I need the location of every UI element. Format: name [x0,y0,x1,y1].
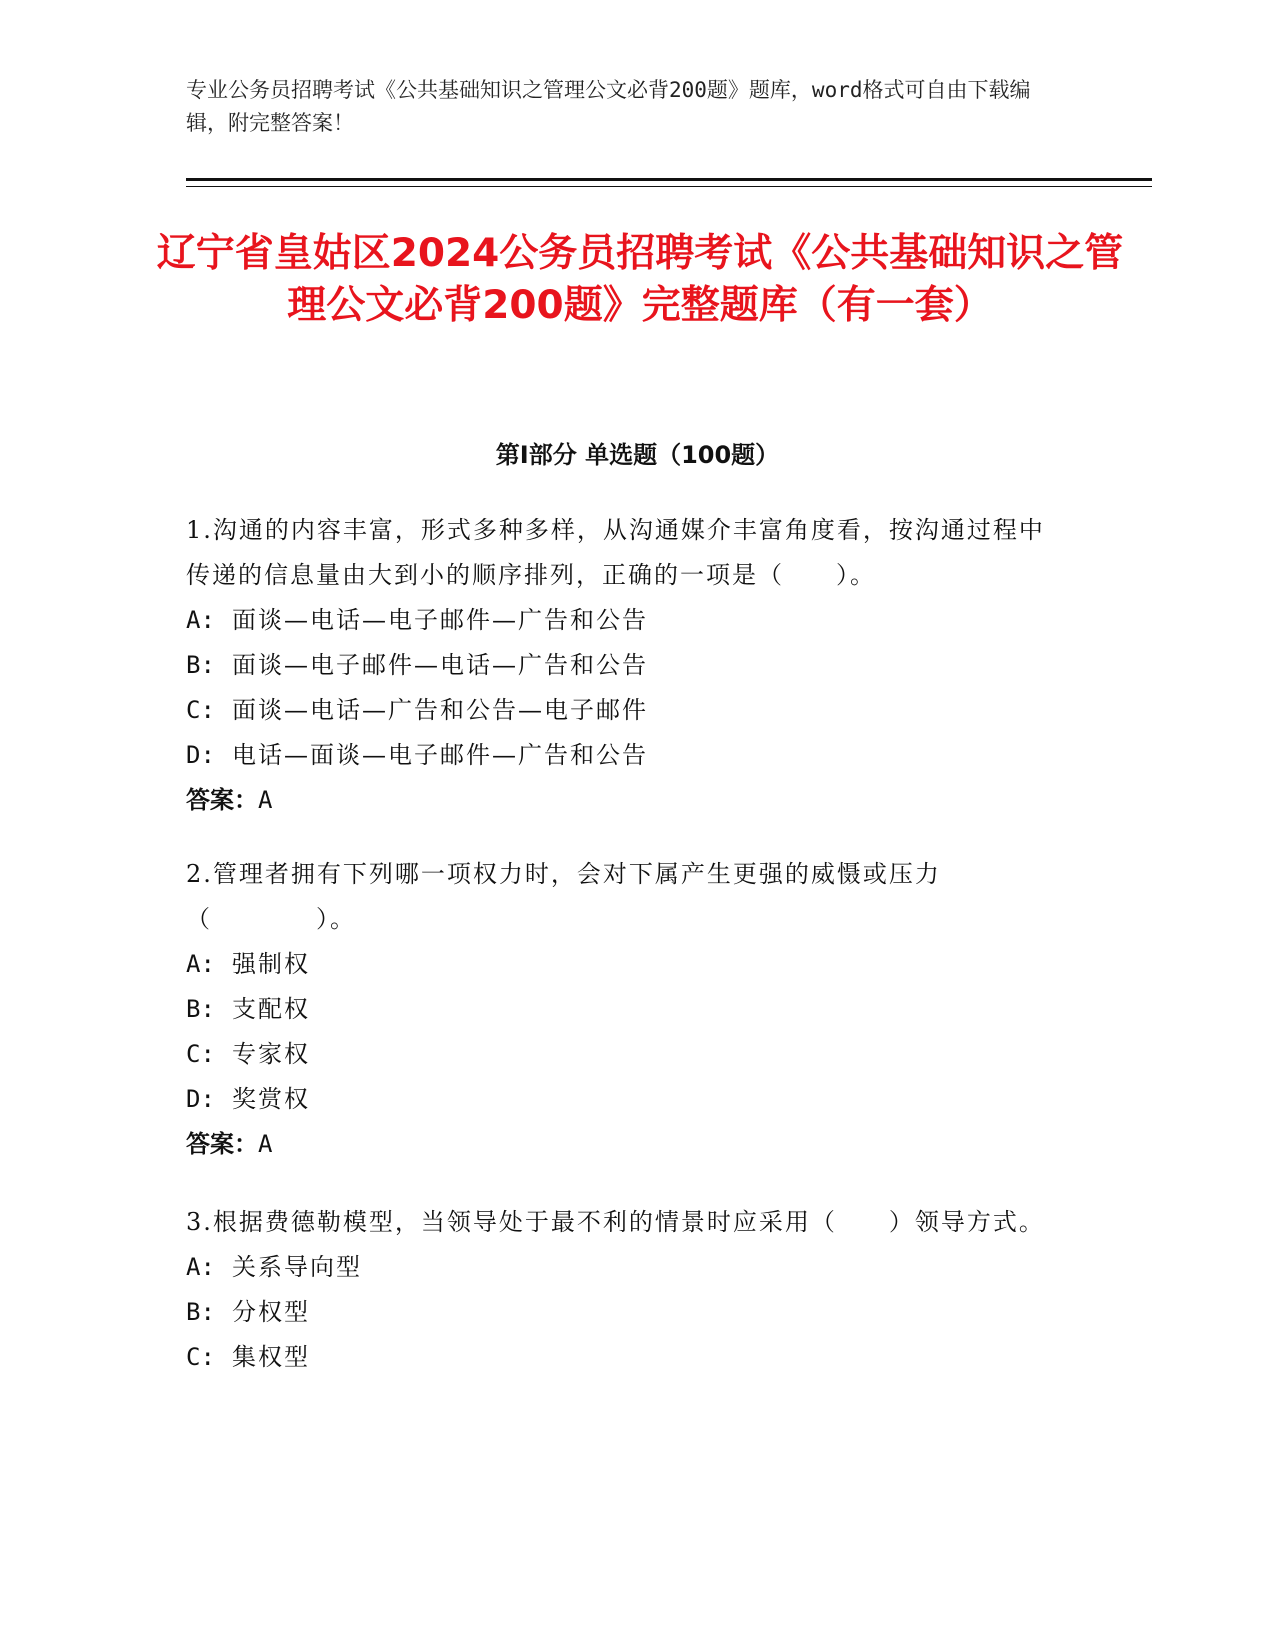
option-letter: B: [186,1298,215,1326]
option-letter: A: [186,606,215,634]
option-letter: B: [186,995,215,1023]
option-b [186,1290,1066,1335]
option-letter: D: [186,741,215,769]
question-1 [186,508,1066,823]
option-a [186,942,1066,987]
option-letter: B: [186,651,215,679]
option-text: 电话—面谈—电子邮件—广告和公告 [232,741,648,769]
option-b [186,643,1066,688]
answer-line [186,1122,1066,1167]
option-text: 奖赏权 [232,1085,310,1113]
option-text: 强制权 [232,950,310,978]
answer-value: A [258,786,273,814]
answer-label: 答案： [186,1130,258,1158]
option-text: 面谈—电话—广告和公告—电子邮件 [232,696,648,724]
option-letter: D: [186,1085,215,1113]
option-c [186,1032,1066,1077]
option-letter: A: [186,950,215,978]
document-title: 辽宁省皇姑区2024公务员招聘考试《公共基础知识之管理公文必背200题》完整题库（有一套） [156,231,1124,328]
option-text: 面谈—电子邮件—电话—广告和公告 [232,651,648,679]
option-letter: C: [186,1040,215,1068]
header-rule-thick [186,178,1152,181]
option-d [186,1077,1066,1122]
option-letter: C: [186,696,215,724]
option-a [186,598,1066,643]
option-text: 支配权 [232,995,310,1023]
answer-label: 答案： [186,786,258,814]
option-text: 面谈—电话—电子邮件—广告和公告 [232,606,648,634]
header-rule-thin [186,186,1152,187]
question-2 [186,852,1066,1167]
option-c [186,1335,1066,1380]
question-stem: 1.沟通的内容丰富，形式多种多样，从沟通媒介丰富角度看，按沟通过程中传递的信息量由大到小的顺序排列，正确的一项是（ ）。 [186,516,1045,589]
question-stem: 3.根据费德勒模型，当领导处于最不利的情景时应采用（ ）领导方式。 [186,1208,1045,1236]
option-d [186,733,1066,778]
option-text: 分权型 [232,1298,310,1326]
answer-value: A [258,1130,273,1158]
option-text: 集权型 [232,1343,310,1371]
option-text: 专家权 [232,1040,310,1068]
option-letter: C: [186,1343,215,1371]
question-stem: 2.管理者拥有下列哪一项权力时，会对下属产生更强的威慑或压力（ ）。 [186,860,941,933]
option-c [186,688,1066,733]
question-3 [186,1200,1066,1380]
option-letter: A: [186,1253,215,1281]
section-title: 第I部分 单选题（100题） [495,441,780,469]
answer-line [186,778,1066,823]
header-note: 专业公务员招聘考试《公共基础知识之管理公文必背200题》题库，word格式可自由下载编辑，附完整答案！ [186,78,1031,135]
option-text: 关系导向型 [232,1253,362,1281]
option-a [186,1245,1066,1290]
option-b [186,987,1066,1032]
